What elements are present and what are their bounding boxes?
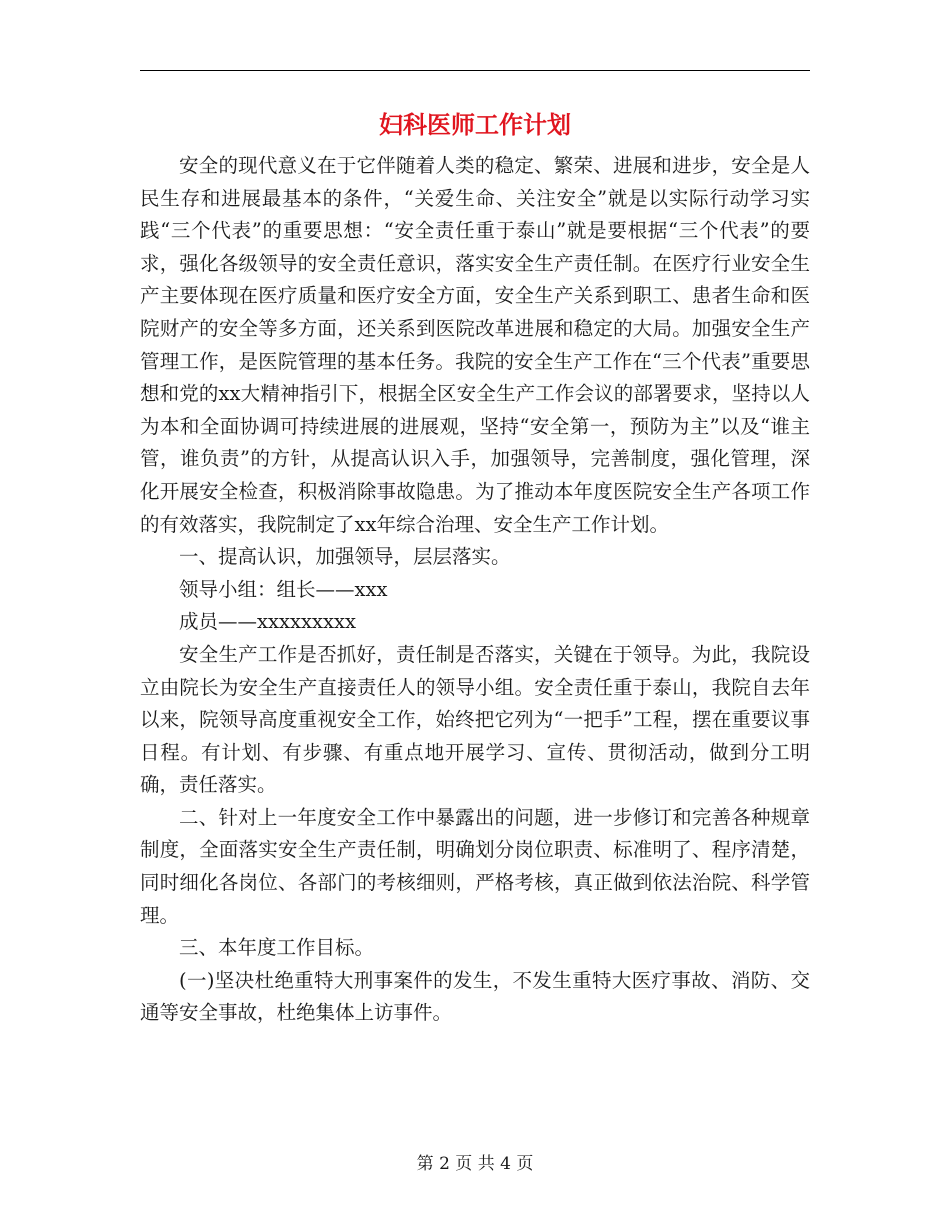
paragraph-section-3-heading: 三、本年度工作目标。 [179, 936, 375, 960]
paragraph-intro: 安全的现代意义在于它伴随着人类的稳定、繁荣、进展和进步，安全是人民生存和进展最基本的条件，“关爱生命、关注安全”就是以实际行动学习实践“三个代表”的重要思想：“安全责任重于泰山”就是要根据“三个代表”的要求，强化各级领导的安全责任意识，落实安全生产责任制。在医疗行业安全生产主要体现在医疗质量和医疗安全方面，安全生产关系到职工、患者生命和医院财产的安全等多方面，还关系到医院改革进展和稳定的大局。加强安全生产管理工作，是医院管理的基本任务。我院的安全生产工作在“三个代表”重要思想和党的xx大精神指引下，根据全区安全生产工作会议的部署要求，坚持以人为本和全面协调可持续进展的进展观，坚持“安全第一，预防为主”以及“谁主管，谁负责”的方针，从提高认识入手，加强领导，完善制度，强化管理，深化开展安全检查，积极消除事故隐患。为了推动本年度医院安全生产各项工作的有效落实，我院制定了xx年综合治理、安全生产工作计划。 [140, 154, 810, 536]
paragraph-members: 成员——xxxxxxxxx [179, 610, 356, 634]
document-body [140, 150, 810, 1030]
paragraph-section-1-heading: 一、提高认识，加强领导，层层落实。 [179, 545, 511, 569]
paragraph-section-2: 二、针对上一年度安全工作中暴露出的问题，进一步修订和完善各种规章制度，全面落实安全生产责任制，明确划分岗位职责、标准明了、程序清楚，同时细化各岗位、各部门的考核细则，严格考核，真正做到依法治院、科学管理。 [140, 805, 810, 927]
document-title: 妇科医师工作计划 [379, 110, 571, 139]
paragraph-leader-group: 领导小组：组长——xxx [179, 577, 388, 601]
paragraph-goal-1: (一)坚决杜绝重特大刑事案件的发生，不发生重特大医疗事故、消防、交通等安全事故，杜绝集体上访事件。 [140, 968, 810, 1025]
paragraph-responsibility: 安全生产工作是否抓好，责任制是否落实，关键在于领导。为此，我院设立由院长为安全生产直接责任人的领导小组。安全责任重于泰山，我院自去年以来，院领导高度重视安全工作，始终把它列为“一把手”工程，摆在重要议事日程。有计划、有步骤、有重点地开展学习、宣传、贯彻活动，做到分工明确，责任落实。 [140, 642, 810, 797]
page-number-footer: 第 2 页 共 4 页 [416, 1154, 534, 1174]
header-rule [140, 70, 810, 71]
